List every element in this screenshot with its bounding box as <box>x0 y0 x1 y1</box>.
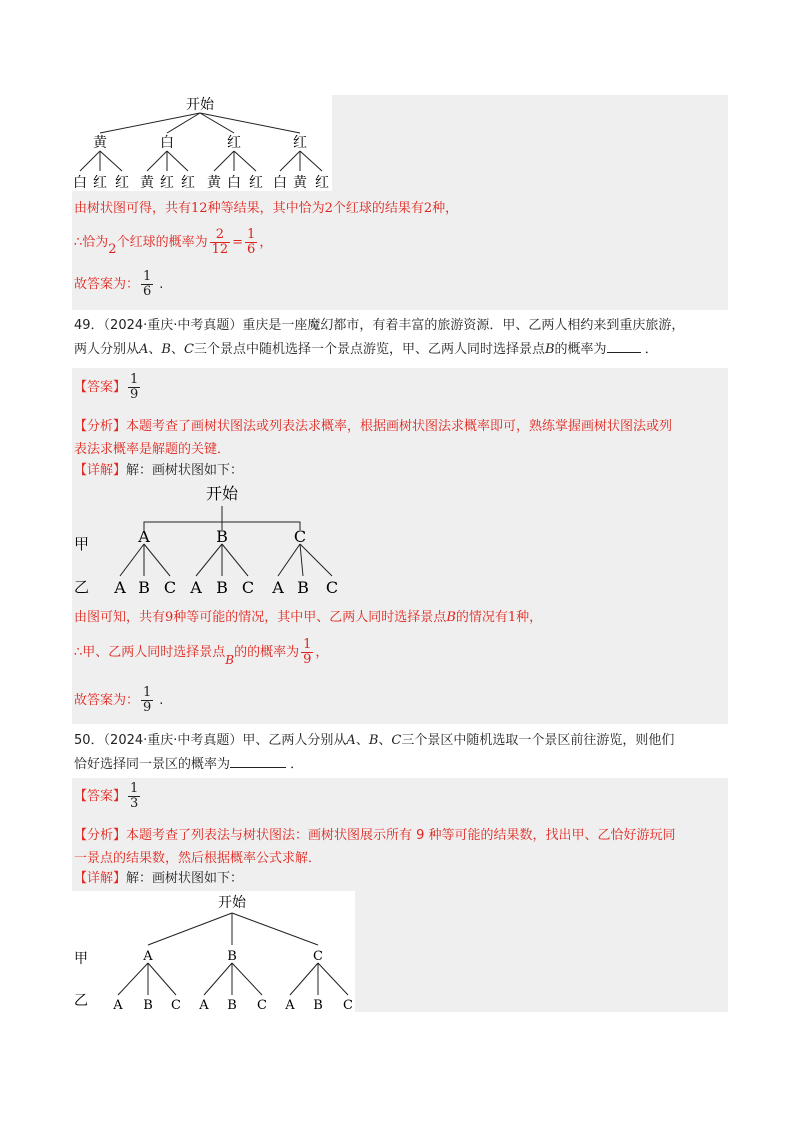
tree-leaf: B <box>313 998 323 1013</box>
var: B <box>225 653 235 667</box>
answer-blank <box>607 352 641 353</box>
tree-leaf: 红 <box>181 175 195 191</box>
text: 、 <box>355 733 369 748</box>
tree-leaf: B <box>297 578 309 597</box>
final-answer-49 <box>74 686 163 716</box>
tree-leaf: 红 <box>115 175 129 191</box>
tree-leaf: 黄 <box>140 175 154 191</box>
question-49 <box>74 316 734 360</box>
tree-row-label: 甲 <box>74 535 90 553</box>
var: B <box>368 733 379 748</box>
analysis-label: 【分析】 <box>74 828 127 843</box>
text: ∴恰为 <box>74 235 109 250</box>
text: 、 <box>170 342 184 357</box>
answer-label: 【答案】 <box>74 380 127 395</box>
var: C <box>391 733 402 748</box>
tree-leaf: A <box>199 998 209 1013</box>
text: 、 <box>148 342 162 357</box>
analysis-49 <box>74 417 672 460</box>
fraction: $\frac{1}{9}$ <box>303 637 312 667</box>
text: 甲、乙两人分别从 <box>242 733 347 748</box>
text: 由树状图可得，共有 <box>74 201 192 216</box>
question-source: （2024·重庆·中考真题） <box>103 733 243 748</box>
tree-node: 红 <box>227 135 241 151</box>
question-source: （2024·重庆·中考真题） <box>103 318 243 333</box>
question-number: 49． <box>74 318 104 333</box>
text: ∴甲、乙两人同时选择景点 <box>74 645 226 660</box>
fraction: $\frac{1}{9}$ <box>143 685 152 715</box>
tree-node: C <box>293 527 307 546</box>
text: 个红球的结果有 <box>332 201 424 216</box>
text: 三个景区中随机选取一个景区前往游览，则他们 <box>401 733 675 748</box>
tree-root: 开始 <box>186 97 214 113</box>
tree-diagram-49 <box>72 482 362 598</box>
tree-leaf: B <box>216 578 228 597</box>
var: B <box>161 342 171 357</box>
solution-line-49-2 <box>74 637 328 668</box>
tree-leaf: C <box>343 998 353 1013</box>
tree-node: B <box>227 949 237 964</box>
text: 的情况有 <box>455 610 508 625</box>
tree-leaf: 红 <box>93 175 107 191</box>
text: 的概率为 <box>554 342 607 357</box>
tree-leaf: C <box>241 578 255 597</box>
text: ． <box>644 342 658 357</box>
tree-leaf: A <box>114 578 126 597</box>
text: 由图可知，共有 <box>74 610 166 625</box>
text: 恰好选择同一景区的概率为 <box>74 757 231 772</box>
text: ． <box>290 757 304 772</box>
tree-leaf: A <box>113 998 123 1013</box>
text: 本题考查了列表法与树状图法：画树状图展示所有 9 种等可能的结果数，找出甲、乙恰好游玩同 <box>126 828 676 843</box>
tree-node: A <box>143 949 153 964</box>
text: . <box>159 277 164 292</box>
var: B <box>544 342 555 357</box>
tree-node: 白 <box>160 135 174 151</box>
tree-root: 开始 <box>218 895 246 911</box>
text: 个红球的概率为 <box>116 235 208 250</box>
text: 解：画树状图如下： <box>126 463 244 478</box>
number: 12 <box>191 201 208 216</box>
tree-leaf: B <box>138 578 150 597</box>
tree-leaf: B <box>143 998 153 1013</box>
tree-leaf: 白 <box>273 175 287 191</box>
tree-node: C <box>313 949 323 964</box>
text: 种等可能的情况，其中甲、乙两人同时选择景点 <box>173 610 447 625</box>
text: 种等结果，其中恰为 <box>207 201 325 216</box>
tree-leaf: C <box>257 998 267 1013</box>
tree-diagram-48 <box>72 95 332 191</box>
text: . <box>159 693 164 708</box>
tree-leaf: 黄 <box>207 175 221 191</box>
tree-leaf: 红 <box>160 175 174 191</box>
number: 1 <box>507 610 517 625</box>
solution-line-48-1 <box>74 199 458 219</box>
var: A <box>346 733 356 748</box>
question-50 <box>74 731 734 775</box>
tree-leaf: 红 <box>249 175 263 191</box>
fraction: $\frac{2}{12}$ <box>211 227 229 257</box>
tree-row-label: 乙 <box>74 578 90 596</box>
tree-leaf: A <box>190 578 202 597</box>
tree-leaf: B <box>227 998 237 1013</box>
detail-50 <box>74 869 243 889</box>
detail-label: 【详解】 <box>74 463 127 478</box>
tree-node: A <box>138 527 150 546</box>
tree-leaf: C <box>163 578 177 597</box>
fraction: $\frac{1}{6}$ <box>247 227 256 257</box>
var: C <box>184 342 194 357</box>
text: 解：画树状图如下： <box>126 871 244 886</box>
analysis-label: 【分析】 <box>74 419 127 434</box>
question-number: 50． <box>74 733 104 748</box>
fraction: $\frac{1}{3}$ <box>130 781 139 811</box>
tree-diagram-50 <box>72 891 355 1014</box>
text: 种， <box>432 201 459 216</box>
tree-node: B <box>216 527 228 546</box>
tree-leaf: 黄 <box>293 175 307 191</box>
tree-leaf: A <box>272 578 284 597</box>
fraction: $\frac{1}{9}$ <box>130 372 139 402</box>
solution-line-49-1 <box>74 608 542 628</box>
answer-label: 【答案】 <box>74 789 127 804</box>
tree-node: 黄 <box>93 135 107 151</box>
text: ， <box>259 235 273 250</box>
equals: = <box>232 235 244 250</box>
var: B <box>446 610 456 625</box>
var: A <box>139 342 149 357</box>
text: 的的概率为 <box>234 645 300 660</box>
text: 故答案为： <box>74 277 140 292</box>
tree-leaf: C <box>325 578 339 597</box>
analysis-50 <box>74 826 676 869</box>
tree-root: 开始 <box>205 484 239 503</box>
tree-leaf: 白 <box>73 175 87 191</box>
text: 两人分别从 <box>74 342 140 357</box>
text: 一景点的结果数，然后根据概率公式求解． <box>74 851 322 866</box>
detail-label: 【详解】 <box>74 871 127 886</box>
text: 表法求概率是解题的关键． <box>74 442 231 457</box>
tree-leaf: 红 <box>315 175 329 191</box>
tree-leaf: 白 <box>227 175 241 191</box>
number: 2 <box>324 201 333 216</box>
detail-49 <box>74 461 243 481</box>
number: 9 <box>165 610 174 625</box>
answer-line-50 <box>74 782 142 812</box>
number: 2 <box>108 242 117 257</box>
number: 2 <box>423 201 433 216</box>
tree-row-label: 乙 <box>74 993 88 1009</box>
answer-line-48 <box>74 270 163 300</box>
fraction: $\frac{1}{6}$ <box>143 269 152 299</box>
tree-leaf: C <box>171 998 181 1013</box>
text: 、 <box>378 733 392 748</box>
solution-line-48-2 <box>74 228 272 258</box>
tree-leaf: A <box>285 998 295 1013</box>
answer-line-49 <box>74 373 142 403</box>
answer-blank <box>230 767 286 768</box>
text: ， <box>315 645 329 660</box>
text: 三个景点中随机选择一个景点游览，甲、乙两人同时选择景点 <box>193 342 545 357</box>
tree-node: 红 <box>293 135 307 151</box>
tree-row-label: 甲 <box>74 951 88 967</box>
text: 重庆是一座魔幻都市，有着丰富的旅游资源．甲、乙两人相约来到重庆旅游， <box>242 318 685 333</box>
text: 种， <box>516 610 543 625</box>
text: 本题考查了画树状图法或列表法求概率，根据画树状图法求概率即可，熟练掌握画树状图法或列 <box>126 419 673 434</box>
text: 故答案为： <box>74 693 140 708</box>
